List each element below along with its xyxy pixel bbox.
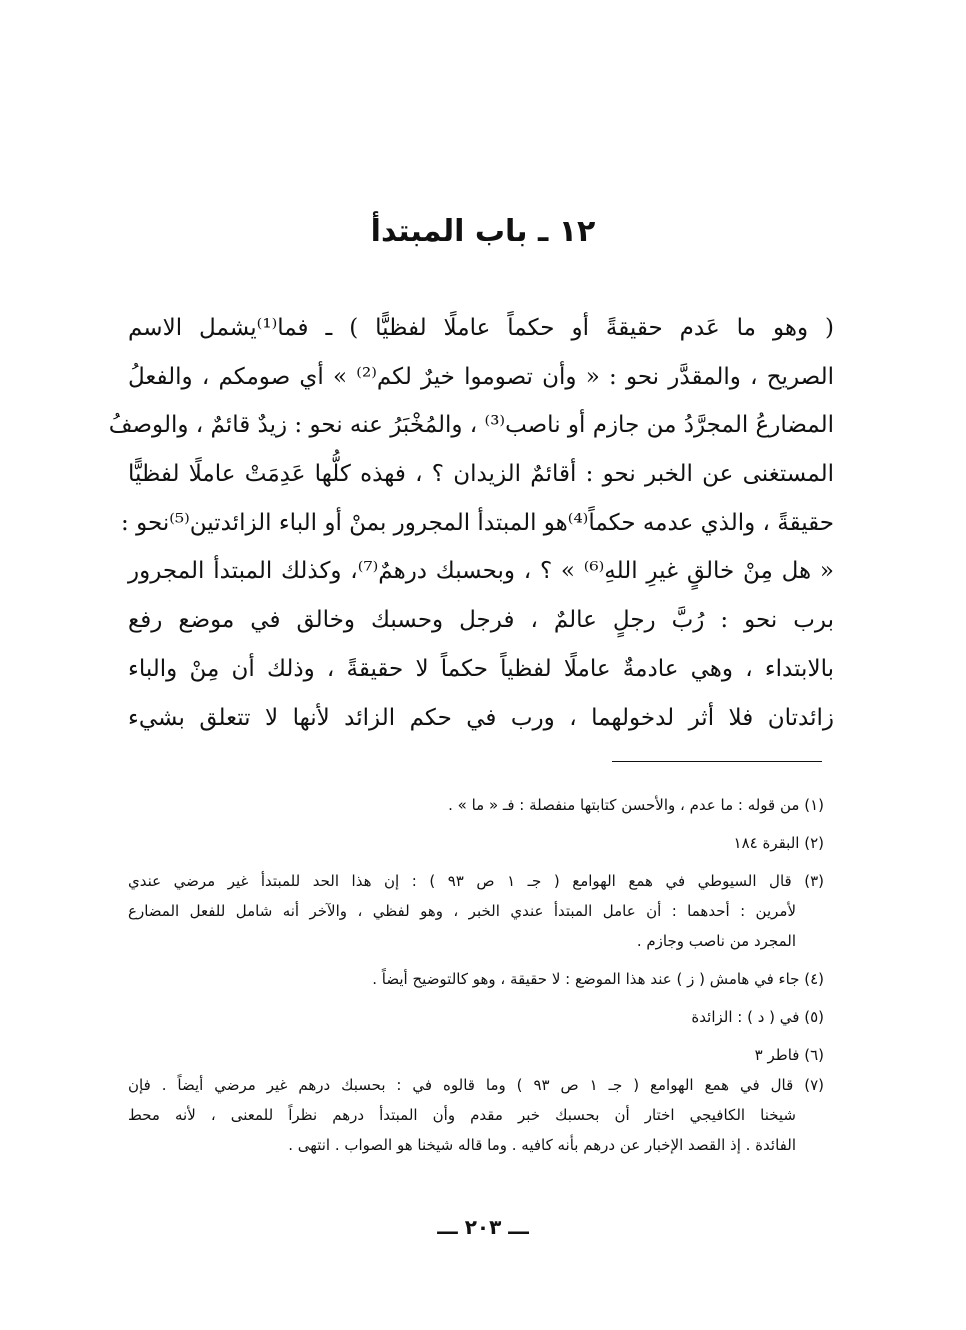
- footnote-7-continued: الفائدة . إذ القصد الإخبار عن درهم بأنه كافيه . وما قاله شيخنا هو الصواب . انتهى .: [288, 1136, 796, 1154]
- text-line: برب نحو : رُبَّ رجلٍ عالمٌ ، فرجل وحسبك وخالق في موضع رفع: [128, 607, 834, 634]
- text-line: « هل مِنْ خالقٍ غيرِ اللهِ⁽⁶⁾ » ؟ ، وبحسبك درهمٌ⁽⁷⁾، وكذلك المبتدأ المجرور: [128, 558, 834, 585]
- text-line: زائدتان فلا أثر لدخولهما ، ورب في حكم الزائد لأنها لا تتعلق بشيء: [128, 704, 834, 731]
- footnote-2: (٢) البقرة ١٨٤: [733, 834, 824, 852]
- footnote-3-continued: لأمرين : أحدهما : أن عامل المبتدأ عندي الخبر ، وهو لفظي ، والآخر أنه شامل للفعل المضارع: [128, 902, 796, 920]
- text-line: المستغنى عن الخبر نحو : أقائمٌ الزيدان ؟ ، فهذه كلُّها عَدِمَتْ عاملًا لفظيًّا: [128, 461, 834, 488]
- footnote-3: (٣) قال السيوطي في همع الهوامع ( جـ ١ ص ٩٣ ) : إن هذا الحد للمبتدأ غير مرضي عندي: [128, 872, 824, 890]
- footnote-6: (٦) فاطر ٣: [754, 1046, 824, 1064]
- chapter-title: ١٢ ـ باب المبتدأ: [370, 214, 596, 250]
- text-line: الصريح ، والمقدَّر نحو : « وأن تصوموا خيرٌ لكم⁽²⁾ » أي صومكم ، والفعلُ: [128, 363, 834, 390]
- text-line: المضارعُ المجرَّدُ من جازم أو ناصب⁽³⁾ ، والمُخْبَرُ عنه نحو : زيدٌ قائمٌ ، والوصفُ: [108, 412, 834, 439]
- footnote-3-continued: المجرد من ناصب وجازم .: [636, 932, 796, 950]
- footnote-7-continued: شيخنا الكافيجي اختار أن بحسبك خبر مقدم وأن المبتدأ درهم نظراً للمعنى ، لأنه محط: [128, 1106, 796, 1124]
- text-line: حقيقةً ، والذي عدمه حكماً⁽⁴⁾هو المبتدأ المجرور بمنْ أو الباء الزائدتين⁽⁵⁾نحو :: [121, 509, 834, 536]
- page-number: ـــ ٢٠٣ ـــ: [437, 1215, 529, 1239]
- footnotes: [128, 790, 824, 1160]
- main-text: [108, 304, 835, 742]
- footnote-4: (٤) جاء في هامش ( ز ) عند هذا الموضع : لا حقيقة ، وهو كالتوضيح أيضاً .: [372, 970, 824, 988]
- footnote-5: (٥) في ( د ) : الزائدة: [691, 1008, 824, 1026]
- footnote-7: (٧) قال في همع الهوامع ( جـ ١ ص ٩٣ ) وما قالوه في : بحسبك درهم غير مرضي أيضاً . فإن: [128, 1076, 824, 1094]
- text-line: ( وهو ما عَدم حقيقةً أو حكماً عاملًا لفظيًّا ) ـ فما⁽¹⁾يشمل الاسم: [128, 315, 835, 341]
- text-line: بالابتداء ، وهي عادمةٌ عاملًا لفظياً حكماً لا حقيقةً ، وذلك أن مِنْ والباء: [128, 655, 834, 682]
- footnote-1: (١) من قوله : ما عدم ، والأحسن كتابتها منفصلة : فـ « ما » .: [448, 796, 824, 814]
- footnote-divider: [612, 761, 822, 762]
